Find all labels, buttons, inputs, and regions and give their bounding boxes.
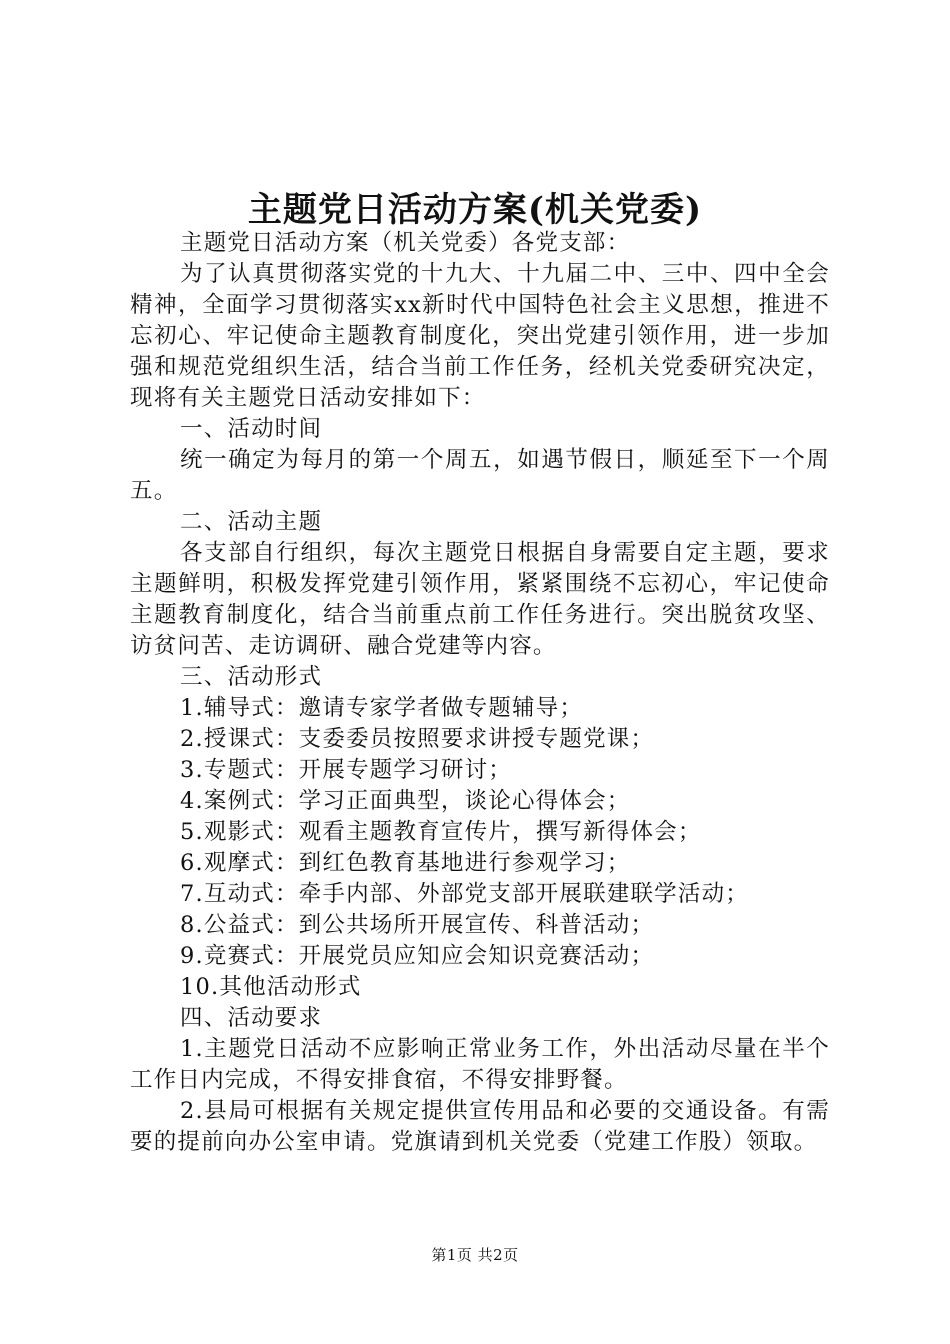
section-heading-time: 一、活动时间 <box>180 416 323 442</box>
requirement-item: 2.县局可根据有关规定提供宣传用品和必要的交通设备。有需要的提前向办公室申请。党旗请到机关党委（党建工作股）领取。 <box>130 1098 830 1155</box>
form-item: 7.互动式：牵手内部、外部党支部开展联建联学活动； <box>180 881 749 907</box>
time-paragraph: 统一确定为每月的第一个周五，如遇节假日，顺延至下一个周五。 <box>130 447 830 504</box>
requirement-item: 1.主题党日活动不应影响正常业务工作，外出活动尽量在半个工作日内完成，不得安排食宿，不得安排野餐。 <box>130 1036 830 1093</box>
salutation: 主题党日活动方案（机关党委）各党支部： <box>180 230 631 256</box>
form-item: 6.观摩式：到红色教育基地进行参观学习； <box>180 850 631 876</box>
section-heading-form: 三、活动形式 <box>180 664 323 690</box>
form-item: 5.观影式：观看主题教育宣传片，撰写新得体会； <box>180 819 702 845</box>
form-item: 8.公益式：到公共场所开展宣传、科普活动； <box>180 912 655 938</box>
page-footer: 第1页 共2页 <box>431 1246 519 1264</box>
form-item: 4.案例式：学习正面典型，谈论心得体会； <box>180 788 631 814</box>
intro-paragraph: 为了认真贯彻落实党的十九大、十九届二中、三中、四中全会精神，全面学习贯彻落实xx新时代中国特色社会主义思想，推进不忘初心、牢记使命主题教育制度化，突出党建引领作用，进一步加强和规范党组织生活，结合当前工作任务，经机关党委研究决定，现将有关主题党日活动安排如下： <box>130 261 830 411</box>
theme-paragraph: 各支部自行组织，每次主题党日根据自身需要自定主题，要求主题鲜明，积极发挥党建引领作用，紧紧围绕不忘初心，牢记使命主题教育制度化，结合当前重点前工作任务进行。突出脱贫攻坚、访贫问苦、走访调研、融合党建等内容。 <box>130 540 830 659</box>
form-item: 2.授课式：支委委员按照要求讲授专题党课； <box>180 726 655 752</box>
form-item: 9.竞赛式：开展党员应知应会知识竞赛活动； <box>180 943 655 969</box>
form-item: 10.其他活动形式 <box>180 974 362 1000</box>
document-body <box>130 228 830 1158</box>
form-item: 1.辅导式：邀请专家学者做专题辅导； <box>180 695 584 721</box>
section-heading-requirements: 四、活动要求 <box>180 1005 323 1031</box>
section-heading-theme: 二、活动主题 <box>180 509 323 535</box>
form-item: 3.专题式：开展专题学习研讨； <box>180 757 512 783</box>
document-title: 主题党日活动方案(机关党委) <box>247 190 703 230</box>
